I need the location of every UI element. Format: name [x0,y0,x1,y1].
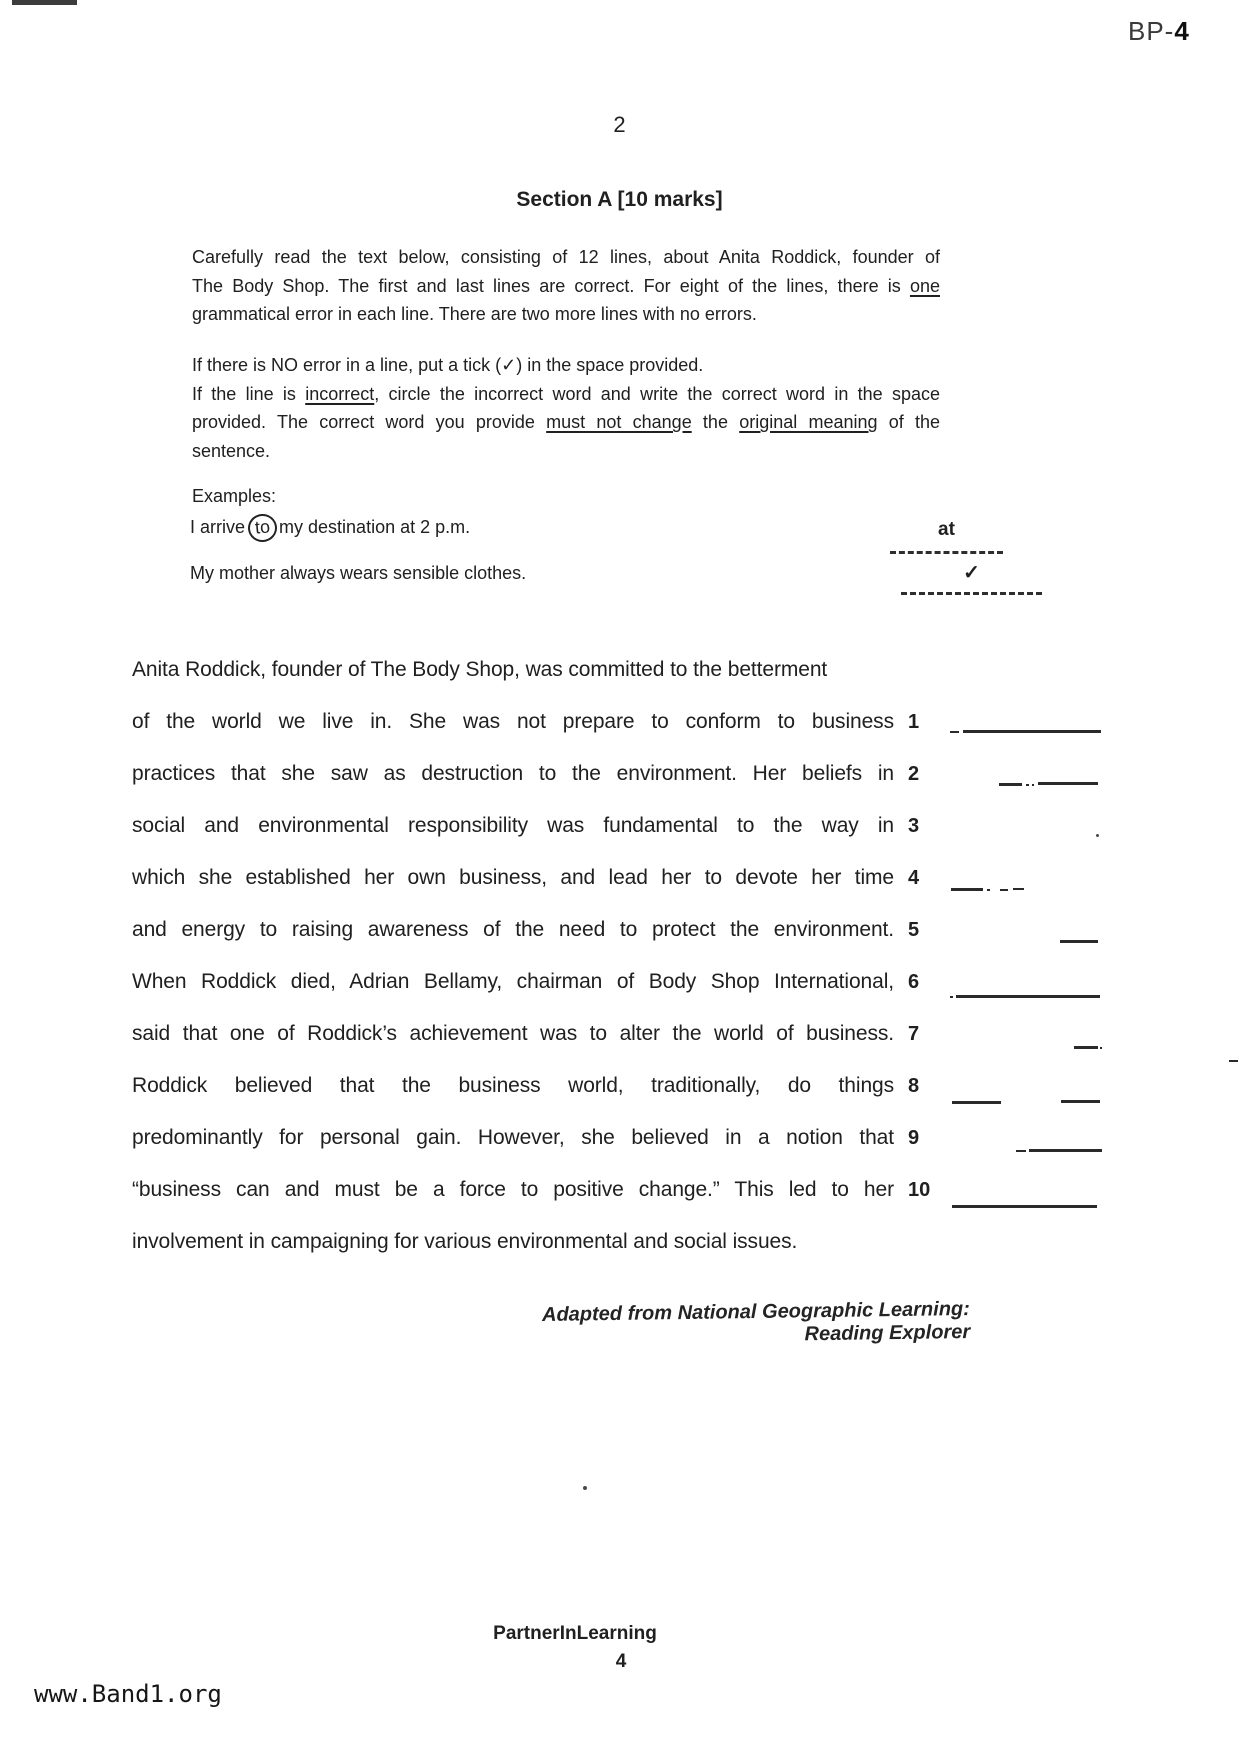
answer-line-2 [1032,784,1034,786]
answer-line-9 [1029,1149,1102,1152]
example-sentence-1 [190,514,470,542]
text-segment: I arrive [190,517,246,537]
passage-line [132,658,1132,692]
passage-line-text: Anita Roddick, founder of The Body Shop, was committed to the betterment [132,658,828,681]
text-segment: of the [877,412,940,432]
text-segment: the [691,412,740,432]
text-segment: my destination at 2 p.m. [279,517,471,537]
text-line [192,408,940,437]
passage-line [132,1230,1132,1264]
text-segment: The Body Shop. The first and last lines are correct. For eight of the lines, there is [192,275,910,296]
text-line [192,351,940,380]
text-segment: grammatical error in each line. There are two more lines with no errors. [192,304,757,324]
answer-line-7 [1100,1047,1102,1049]
text-segment: provided. The correct word you provide [192,412,547,432]
underlined-phrase: must not change [546,412,692,432]
passage-line-text: of the world we live in. She was not prepare to conform to business [132,710,894,733]
line-number: 3 [908,815,920,837]
line-number: 1 [908,711,920,733]
text-line [192,272,940,301]
passage-line-text: involvement in campaigning for various environmental and social issues. [132,1230,798,1253]
answer-line-4 [1013,888,1024,890]
answer-line-6 [956,995,1100,998]
answer-line-4 [951,888,983,891]
underlined-phrase: original meaning [739,412,878,432]
example-sentence-2 [190,563,526,584]
answer-line-6 [950,996,953,998]
text-segment: If there is NO error in a line, put a tick (✓) in the space provided. [192,355,704,375]
line-number: 5 [908,919,920,941]
answer-line-4 [1000,889,1008,891]
text-line [192,437,940,466]
instructions-paragraph-1 [192,243,940,329]
circled-word: to [247,513,278,543]
line-number: 6 [908,971,920,993]
passage-line [132,814,1132,848]
line-number: 8 [908,1075,920,1097]
page-code-prefix: BP- [1128,16,1175,46]
line-number: 10 [908,1179,931,1201]
passage-line-text: When Roddick died, Adrian Bellamy, chairman of Body Shop International, [132,970,894,993]
scan-artifact [1229,1060,1238,1062]
answer-line-8 [952,1101,1001,1104]
answer-line-3 [1096,834,1099,837]
answer-line-2 [1026,784,1029,786]
passage-line [132,710,1132,744]
examples-label: Examples: [192,486,277,506]
passage-line-text: predominantly for personal gain. However, she believed in a notion that [132,1126,894,1149]
answer-line-4 [987,889,990,891]
answer-line-1 [963,730,1101,733]
underlined-term: incorrect [305,383,375,404]
answer-line-2 [1038,782,1098,785]
text-segment: sentence. [192,440,271,461]
passage-line-text: social and environmental responsibility was fundamental to the way in [132,814,894,837]
page-code [1128,16,1190,47]
passage-line-text: and energy to raising awareness of the need to protect the environment. [132,918,894,941]
watermark-url: www.Band1.org [34,1680,222,1708]
passage-line-text: Roddick believed that the business world, traditionally, do things [132,1074,894,1097]
section-title: Section A [10 marks] [516,188,723,211]
text-segment: If the line is [192,383,306,404]
line-number: 2 [908,763,920,785]
passage-line-text: said that one of Roddick’s achievement was to alter the world of business. [132,1022,894,1045]
answer-line-1 [950,731,959,733]
passage-line [132,1126,1132,1160]
page-code-number: 4 [1174,16,1190,46]
source-attribution: Adapted from National Geographic Learning: Reading Explorer [541,1298,971,1346]
line-number: 7 [908,1023,920,1045]
answer-line-2 [999,783,1022,786]
example-2-answer-line [901,592,1042,595]
page-number: 2 [613,112,626,137]
text-segment: Carefully read the text below, consisting of 12 lines, about Anita Roddick, founder of [192,247,940,267]
passage-line [132,1022,1132,1056]
answer-line-10 [952,1205,1097,1208]
answer-line-5 [1060,940,1098,943]
answer-line-9 [1016,1150,1026,1152]
passage-line-text: practices that she saw as destruction to the environment. Her beliefs in [132,762,894,785]
instructions-paragraph-2 [192,351,940,465]
passage-line [132,970,1132,1004]
scan-artifact-bar [12,0,77,5]
line-number: 9 [908,1127,920,1149]
text-segment: My mother always wears sensible clothes. [190,563,527,583]
scan-artifact [583,1486,587,1490]
text-line [192,300,940,329]
underlined-term: one [909,275,940,296]
text-segment: , circle the incorrect word and write the correct word in the space [374,383,940,404]
footer-brand: PartnerInLearning [493,1623,657,1644]
passage-line-text: “business can and must be a force to positive change.” This led to her [132,1178,894,1201]
line-number: 4 [908,867,920,889]
answer-line-8 [1061,1100,1100,1103]
passage-line-text: which she established her own business, and lead her to devote her time [132,866,894,889]
passage-line [132,866,1132,900]
example-1-answer: at [938,519,955,540]
footer-page-number: 4 [615,1651,627,1672]
example-2-answer-tick: ✓ [963,562,980,584]
text-line [192,243,940,272]
passage-line [132,918,1132,952]
text-line [192,380,940,409]
answer-line-7 [1074,1046,1098,1049]
example-1-answer-line [890,551,1003,554]
passage-line [132,762,1132,796]
